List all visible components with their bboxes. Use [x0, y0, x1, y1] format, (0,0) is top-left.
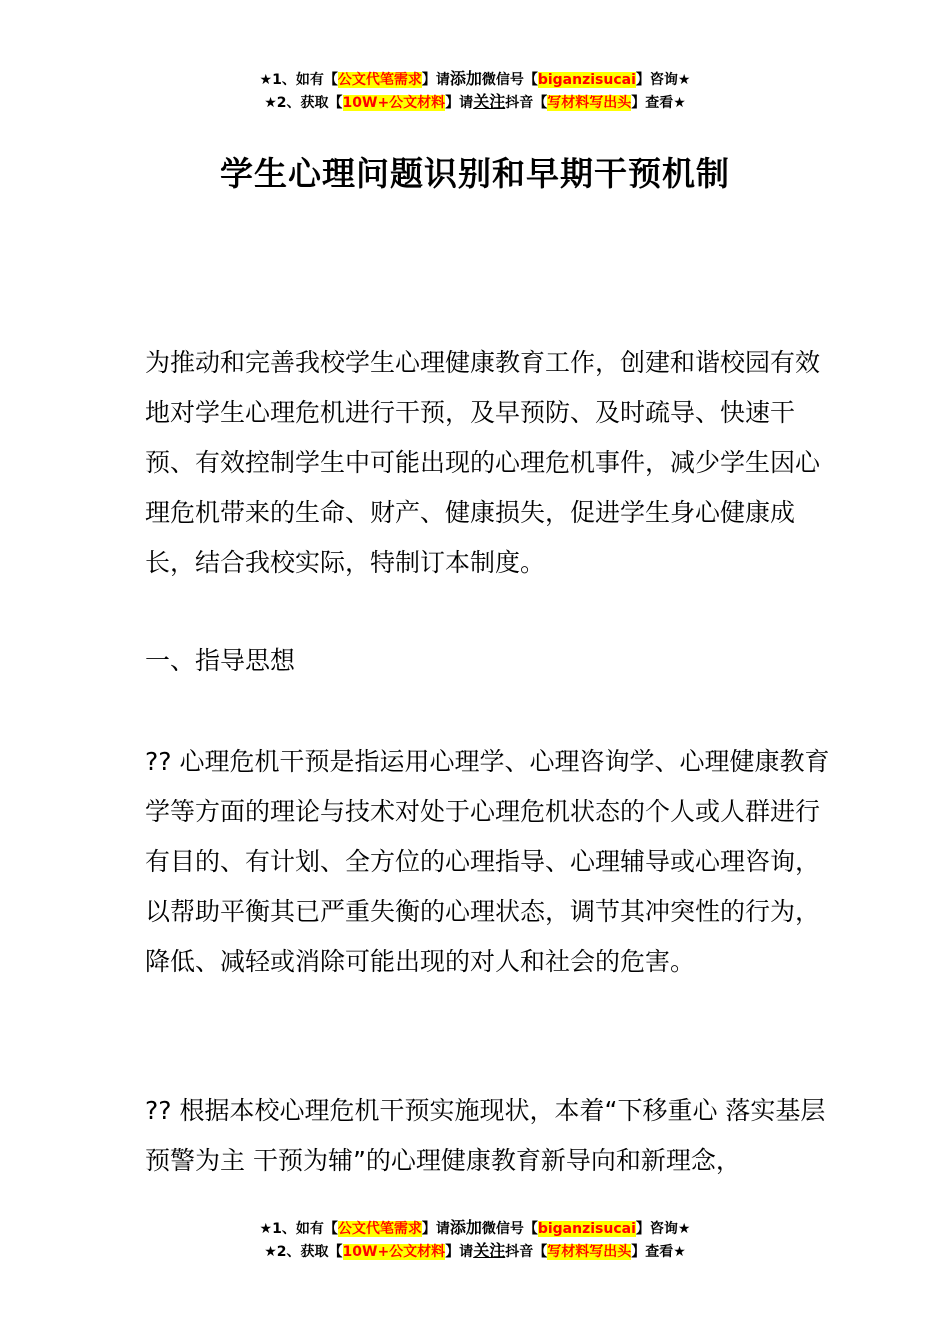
emphasis-follow: 关注 — [473, 1241, 506, 1260]
highlight-wechat-id: biganzisucai — [537, 1221, 636, 1237]
intro-paragraph: 为推动和完善我校学生心理健康教育工作，创建和谐校园有效地对学生心理危机进行干预，及早预防、及时疏导、快速干预、有效控制学生中可能出现的心理危机事件，减少学生因心理危机带来的生命、财产、健康损失，促进学生身心健康成长，结合我校实际，特制订本制度。 — [145, 348, 821, 577]
highlight-materials: 10W+公文材料 — [342, 1244, 446, 1260]
promo-line-2: ★2、获取【10W+公文材料】请关注抖音【写材料写出头】查看★ — [264, 1241, 686, 1260]
highlight-materials: 10W+公文材料 — [342, 95, 446, 111]
highlight-wechat-id: biganzisucai — [537, 72, 636, 88]
promo-banner-bottom — [0, 1217, 950, 1263]
highlight-douyin-id: 写材料写出头 — [547, 1244, 632, 1260]
document-title: 学生心理问题识别和早期干预机制 — [220, 154, 730, 193]
emphasis-follow: 关注 — [473, 92, 506, 111]
definition-paragraph: ?? 心理危机干预是指运用心理学、心理咨询学、心理健康教育学等方面的理论与技术对处于心理危机状态的个人或人群进行有目的、有计划、全方位的心理指导、心理辅导或心理咨询，以帮助平衡其已严重失衡的心理状态，调节其冲突性的行为，降低、减轻或消除可能出现的对人和社会的危害。 — [145, 747, 830, 976]
promo-line-2: ★2、获取【10W+公文材料】请关注抖音【写材料写出头】查看★ — [264, 92, 686, 111]
highlight-service: 公文代笔需求 — [337, 72, 422, 88]
promo-banner-top — [0, 68, 950, 114]
highlight-douyin-id: 写材料写出头 — [547, 95, 632, 111]
promo-line-1: ★1、如有【公文代笔需求】请添加微信号【biganzisucai】咨询★ — [259, 69, 691, 88]
highlight-service: 公文代笔需求 — [337, 1221, 422, 1237]
promo-line-1: ★1、如有【公文代笔需求】请添加微信号【biganzisucai】咨询★ — [259, 1218, 691, 1237]
emphasis-add: 添加 — [449, 69, 482, 88]
basis-paragraph: ?? 根据本校心理危机干预实施现状，本着“下移重心 落实基层 预警为主 干预为辅”的心理健康教育新导向和新理念， — [145, 1096, 826, 1175]
emphasis-add: 添加 — [449, 1218, 482, 1237]
section-heading: 一、指导思想 — [145, 646, 296, 675]
